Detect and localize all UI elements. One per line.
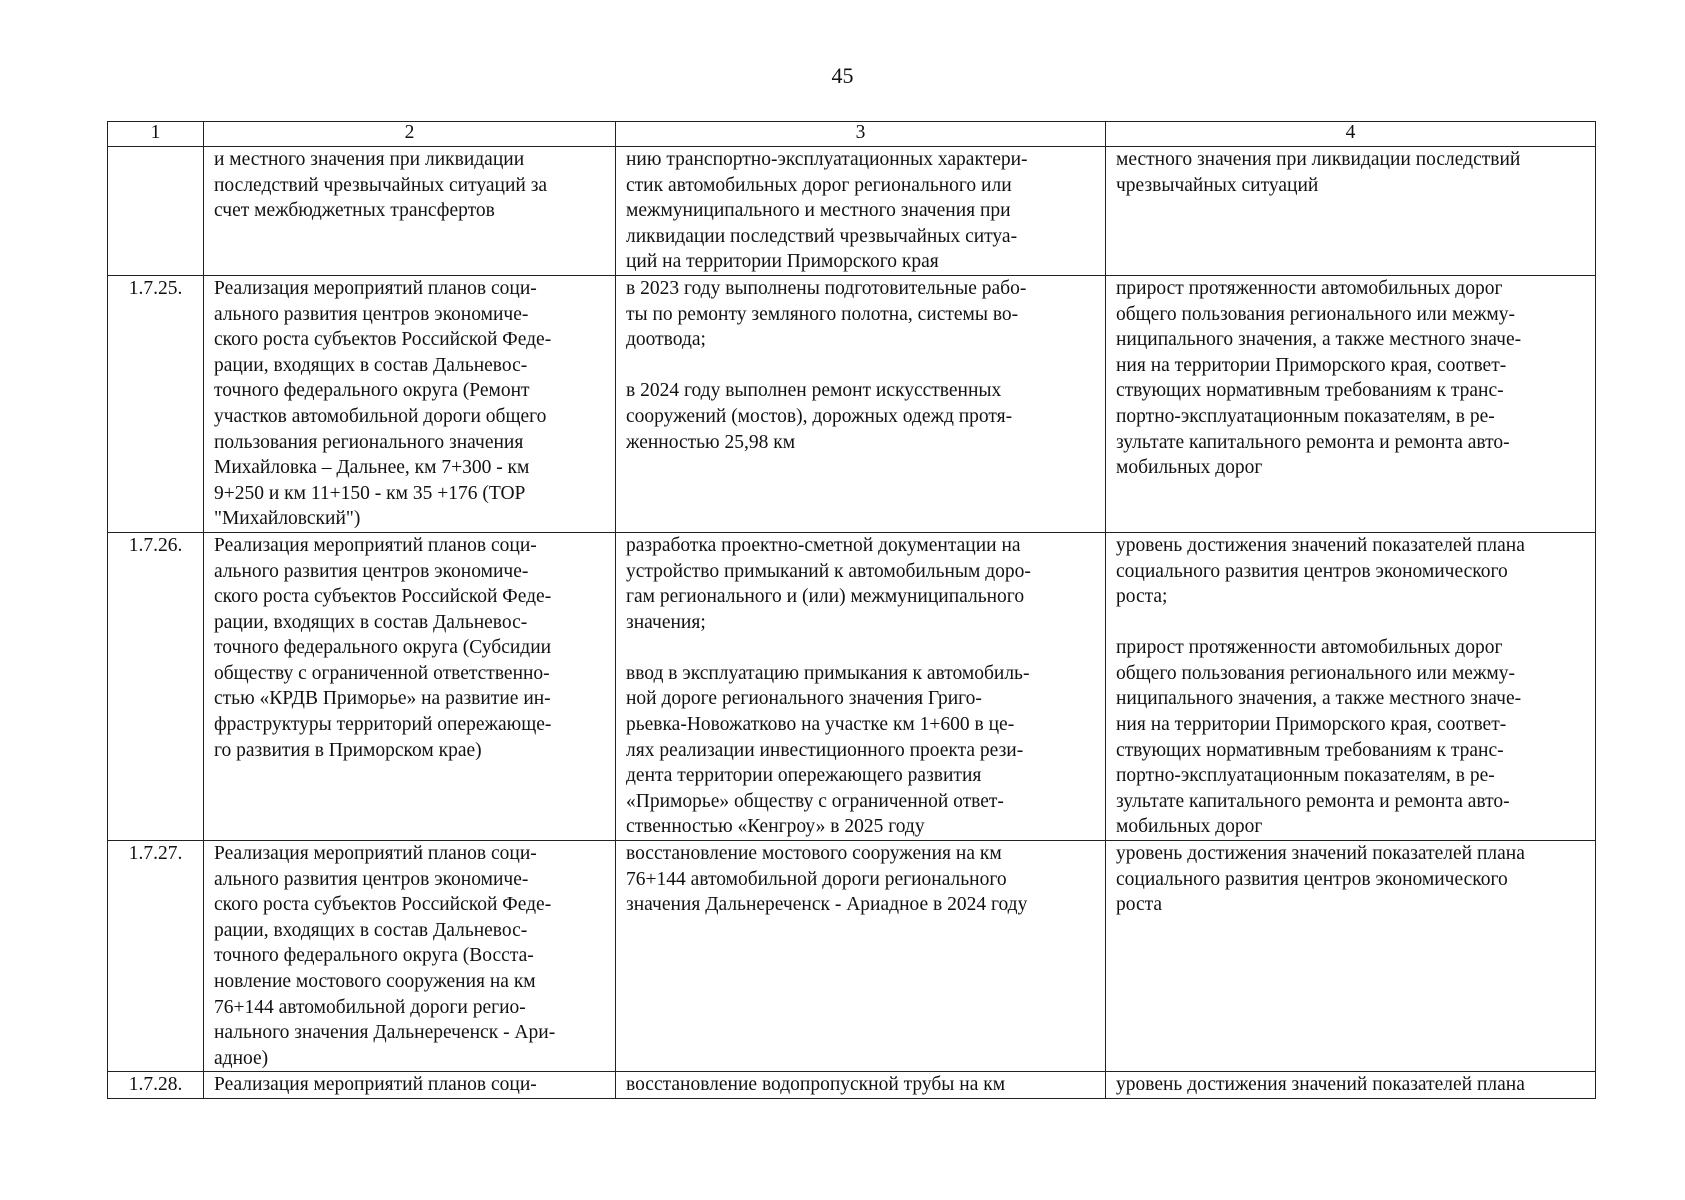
measure-name-cell — [204, 532, 616, 840]
text-line: восстановление мостового сооружения на км — [626, 843, 1002, 865]
text-line: рации, входящих в состав Дальневос- — [214, 354, 528, 376]
text-line: зультате капитального ремонта и ремонта авто- — [1116, 790, 1510, 812]
text-line: ния на территории Приморского края, соответ- — [1116, 714, 1507, 736]
text-line: ствующих нормативным требованиям к транс- — [1116, 380, 1504, 402]
text-line: счет межбюджетных трансфертов — [214, 200, 495, 222]
row-number-cell — [108, 841, 204, 1072]
expected-result-cell — [616, 147, 1106, 276]
text-line: лях реализации инвестиционного проекта рези- — [626, 739, 1024, 761]
text-line: последствий чрезвычайных ситуаций за — [214, 174, 548, 196]
text-line: роста — [1116, 894, 1163, 916]
text-line: ниципального значения, а также местного значе- — [1116, 688, 1522, 710]
text-line: ввод в эксплуатацию примыкания к автомобиль- — [626, 662, 1030, 684]
text-line: доотвода; — [626, 329, 706, 351]
text-line: участков автомобильной дороги общего — [214, 405, 547, 427]
text-line: адное) — [214, 1047, 269, 1069]
indicator-link-cell — [1106, 147, 1596, 276]
measure-name-cell — [204, 841, 616, 1072]
text-line: 76+144 автомобильной дороги регионального — [626, 868, 1007, 890]
text-line: чрезвычайных ситуаций — [1116, 174, 1319, 196]
text-line: мобильных дорог — [1116, 457, 1263, 479]
measure-name-cell — [204, 275, 616, 532]
text-line: Михайловка – Дальнее, км 7+300 - км — [214, 457, 530, 479]
text-line: в 2023 году выполнены подготовительные рабо- — [626, 277, 1027, 299]
text-line: прирост протяженности автомобильных дорог — [1116, 637, 1503, 659]
text-line: Реализация мероприятий планов соци- — [214, 843, 537, 865]
measure-name-cell — [204, 1072, 616, 1099]
text-line: ственностью «Кенгроу» в 2025 году — [626, 816, 925, 838]
text-line: общего пользования регионального или межму- — [1116, 303, 1516, 325]
text-line: и местного значения при ликвидации — [214, 149, 525, 170]
measure-name-cell — [204, 147, 616, 276]
indicator-link-cell — [1106, 1072, 1596, 1099]
text-line: новление мостового сооружения на км — [214, 971, 536, 992]
text-line: мобильных дорог — [1116, 816, 1263, 838]
text-line: точного федерального округа (Восста- — [214, 945, 534, 967]
indicator-link-cell — [1106, 275, 1596, 532]
text-line: го развития в Приморском крае) — [214, 739, 482, 761]
text-line: значения Дальнереченск - Ариадное в 2024 году — [626, 894, 1028, 916]
paragraph-gap — [1116, 610, 1585, 636]
row-number: 1.7.28. — [128, 1074, 183, 1096]
text-line: социального развития центров экономического — [1116, 868, 1508, 890]
column-header: 2 — [204, 122, 616, 147]
text-line: Реализация мероприятий планов соци- — [214, 1074, 537, 1096]
text-line: восстановление водопропускной трубы на км — [626, 1074, 1006, 1096]
text-line: фраструктуры территорий опережающе- — [214, 714, 552, 736]
column-header: 4 — [1106, 122, 1596, 147]
paragraph-gap — [626, 353, 1095, 379]
text-line: гам регионального и (или) межмуниципального — [626, 586, 1025, 608]
text-line: ния на территории Приморского края, соответ- — [1116, 354, 1507, 376]
text-line: "Михайловский") — [214, 508, 361, 530]
text-line: обществу с ограниченной ответственно- — [214, 662, 550, 684]
table-header-row — [108, 122, 1596, 147]
text-line: 76+144 автомобильной дороги регио- — [214, 996, 526, 1018]
text-line: дента территории опережающего развития — [626, 765, 982, 787]
text-line: уровень достижения значений показателей плана — [1116, 843, 1525, 865]
text-line: ной дороге регионального значения Григо- — [626, 688, 982, 710]
row-number: 1.7.27. — [128, 843, 183, 865]
row-number-cell — [108, 1072, 204, 1099]
text-line: Реализация мероприятий планов соци- — [214, 277, 537, 299]
row-number: 1.7.25. — [128, 277, 183, 299]
column-header: 1 — [108, 122, 204, 147]
expected-result-cell — [616, 1072, 1106, 1099]
text-line: стью «КРДВ Приморье» на развитие ин- — [214, 688, 551, 710]
text-line: ций на территории Приморского края — [626, 251, 939, 273]
text-line: 9+250 и км 11+150 - км 35 +176 (ТОР — [214, 482, 526, 504]
text-line: ниципального значения, а также местного значе- — [1116, 329, 1522, 351]
indicator-link-cell — [1106, 532, 1596, 840]
table-row — [108, 841, 1596, 1072]
row-number-cell — [108, 275, 204, 532]
text-line: в 2024 году выполнен ремонт искусственных — [626, 380, 1002, 402]
expected-result-cell — [616, 275, 1106, 532]
text-line: зультате капитального ремонта и ремонта авто- — [1116, 431, 1510, 453]
text-line: ального развития центров экономиче- — [214, 560, 529, 582]
text-line: ского роста субъектов Российской Феде- — [214, 894, 552, 916]
text-line: значения; — [626, 611, 706, 633]
text-line: ты по ремонту земляного полотна, системы во- — [626, 303, 1019, 325]
text-line: сооружений (мостов), дорожных одежд протя- — [626, 405, 1013, 427]
indicator-link-cell — [1106, 841, 1596, 1072]
text-line: ального развития центров экономиче- — [214, 303, 529, 325]
text-line: прирост протяженности автомобильных дорог — [1116, 277, 1503, 299]
text-line: пользования регионального значения — [214, 431, 524, 453]
text-line: ликвидации последствий чрезвычайных ситуа- — [626, 225, 1018, 247]
text-line: социального развития центров экономического — [1116, 560, 1508, 582]
text-line: «Приморье» обществу с ограниченной ответ- — [626, 790, 1004, 812]
text-line: рьевка-Новожатково на участке км 1+600 в це- — [626, 714, 1015, 736]
column-header: 3 — [616, 122, 1106, 147]
row-number: 1.7.26. — [128, 534, 183, 556]
expected-result-cell — [616, 841, 1106, 1072]
paragraph-gap — [626, 635, 1095, 661]
table-row — [108, 1072, 1596, 1099]
text-line: портно-эксплуатационным показателям, в ре- — [1116, 405, 1495, 427]
text-line: уровень достижения значений показателей плана — [1116, 1074, 1525, 1096]
text-line: местного значения при ликвидации последствий — [1116, 149, 1521, 170]
text-line: женностью 25,98 км — [626, 431, 796, 453]
text-line: портно-эксплуатационным показателям, в ре- — [1116, 765, 1495, 787]
text-line: точного федерального округа (Ремонт — [214, 380, 530, 402]
text-line: ского роста субъектов Российской Феде- — [214, 329, 552, 351]
text-line: ствующих нормативным требованиям к транс- — [1116, 739, 1504, 761]
text-line: разработка проектно-сметной документации на — [626, 534, 1021, 556]
text-line: точного федерального округа (Субсидии — [214, 637, 552, 659]
table-row — [108, 147, 1596, 276]
text-line: роста; — [1116, 586, 1168, 608]
text-line: общего пользования регионального или межму- — [1116, 662, 1516, 684]
text-line: устройство примыканий к автомобильным доро- — [626, 560, 1031, 582]
text-line: уровень достижения значений показателей плана — [1116, 534, 1525, 556]
text-line: нию транспортно-эксплуатационных характери- — [626, 149, 1028, 170]
text-line: межмуниципального и местного значения при — [626, 200, 1011, 222]
text-line: Реализация мероприятий планов соци- — [214, 534, 537, 556]
page-number: 45 — [831, 63, 854, 88]
text-line: стик автомобильных дорог регионального или — [626, 174, 1012, 196]
text-line: ального развития центров экономиче- — [214, 868, 529, 890]
measures-table — [107, 121, 1596, 1099]
row-number-cell — [108, 532, 204, 840]
text-line: ского роста субъектов Российской Феде- — [214, 586, 552, 608]
text-line: рации, входящих в состав Дальневос- — [214, 919, 528, 941]
row-number-cell — [108, 147, 204, 276]
text-line: нального значения Дальнереченск - Ари- — [214, 1022, 556, 1044]
text-line: рации, входящих в состав Дальневос- — [214, 611, 528, 633]
table-row — [108, 532, 1596, 840]
expected-result-cell — [616, 532, 1106, 840]
table-row — [108, 275, 1596, 532]
